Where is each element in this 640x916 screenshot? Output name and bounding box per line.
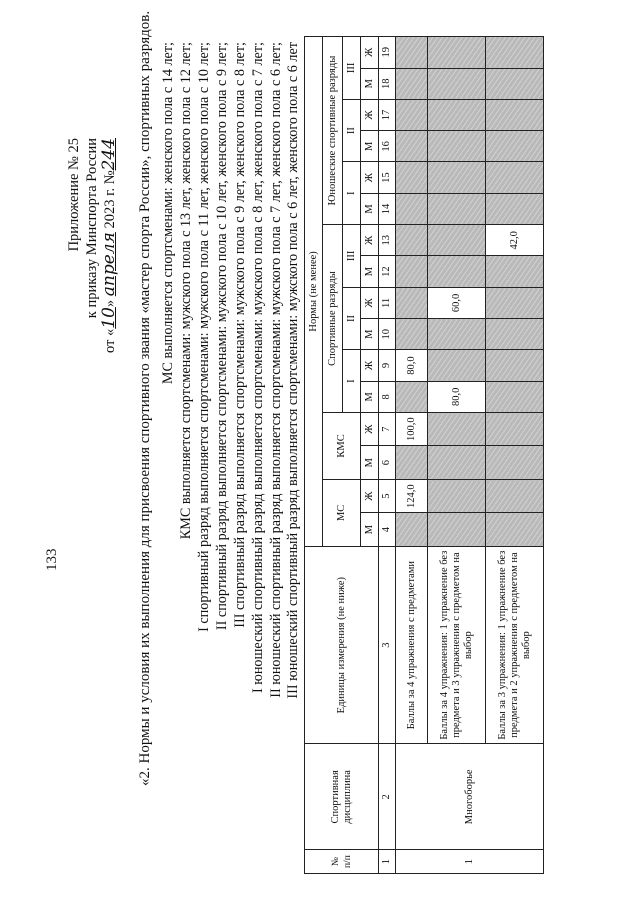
col-number: 9 [379,350,396,381]
header-ms: МС [323,479,361,546]
cell-empty [396,256,428,287]
col-number: 18 [379,68,396,99]
header-youth-1: I [343,162,361,225]
cell-empty [486,256,544,287]
cell-empty [396,162,428,193]
units-label: Баллы за 3 упражнения: 1 упражнение без предмета и 2 упражнения с предметом на выбор [486,546,544,744]
header-number: № п/п [305,850,379,874]
col-number: 8 [379,381,396,412]
appendix-number: Приложение № 25 [66,138,82,252]
header-rank-3: III [343,225,361,288]
col-number: 11 [379,287,396,318]
cell-rank2-w: 60,0 [428,287,486,318]
cell-empty [428,319,486,350]
cell-empty [428,479,486,512]
cell-rank1-m: 80,0 [428,381,486,412]
gender-w: Ж [361,479,379,512]
note-rank-3: III спортивный разряд выполняется спортсменами: мужского пола с 9 лет, женского пола с 8 лет; [232,42,248,628]
cell-empty [396,68,428,99]
col-number: 3 [379,546,396,744]
cell-empty [428,350,486,381]
cell-empty [428,513,486,546]
gender-m: М [361,68,379,99]
cell-ms-w: 124,0 [396,479,428,512]
col-number: 7 [379,412,396,445]
cell-empty [486,381,544,412]
note-youth-2: II юношеский спортивный разряд выполняется спортсменами: мужского пола с 7 лет, женского пола с 6 лет; [268,42,284,698]
gender-m: М [361,319,379,350]
header-youth-3: III [343,37,361,100]
cell-empty [486,162,544,193]
cell-empty [486,37,544,69]
cell-empty [428,193,486,224]
cell-empty [396,37,428,69]
header-youth-2: II [343,99,361,162]
col-number: 5 [379,479,396,512]
cell-empty [486,446,544,479]
gender-m: М [361,446,379,479]
cell-empty [486,287,544,318]
date-prefix: от « [102,328,118,354]
note-rank-2: II спортивный разряд выполняется спортсменами: мужского пола с 10 лет, женского пола с 9 лет; [214,42,230,631]
gender-m: М [361,381,379,412]
cell-empty [428,162,486,193]
col-number: 19 [379,37,396,69]
col-number: 16 [379,131,396,162]
col-number: 13 [379,225,396,256]
cell-empty [486,513,544,546]
col-number: 12 [379,256,396,287]
cell-empty [396,319,428,350]
row-number: 1 [396,850,544,874]
col-number: 2 [379,744,396,850]
cell-empty [428,68,486,99]
gender-w: Ж [361,412,379,445]
gender-w: Ж [361,225,379,256]
col-number: 10 [379,319,396,350]
col-number: 14 [379,193,396,224]
cell-empty [428,131,486,162]
col-number: 1 [379,850,396,874]
header-rank-2: II [343,287,361,350]
gender-m: М [361,256,379,287]
date-year: 2023 г. № [102,170,118,229]
cell-empty [396,225,428,256]
header-discipline: Спортивная дисциплина [305,744,379,850]
header-kms: КМС [323,412,361,479]
header-sport-ranks: Спортивные разряды [323,225,343,413]
appendix-order-date [101,138,119,353]
gender-m: М [361,131,379,162]
cell-empty [486,193,544,224]
discipline-name: Многоборье [396,744,544,850]
cell-empty [486,68,544,99]
appendix-order-ref: к приказу Минспорта России [84,138,100,319]
header-norms: Нормы (не менее) [305,37,323,547]
cell-empty [486,131,544,162]
gender-w: Ж [361,350,379,381]
gender-m: М [361,513,379,546]
cell-empty [428,99,486,130]
page-number: 133 [44,548,60,571]
gender-w: Ж [361,99,379,130]
cell-rank1-w: 80,0 [396,350,428,381]
note-kms: КМС выполняется спортсменами: мужского пола с 13 лет, женского пола с 12 лет; [178,42,194,540]
cell-empty [396,446,428,479]
col-number: 4 [379,513,396,546]
units-label: Баллы за 4 упражнения с предметами [396,546,428,744]
cell-kms-w: 100,0 [396,412,428,445]
cell-empty [396,99,428,130]
norms-table [304,36,544,874]
gender-w: Ж [361,37,379,69]
order-number: 244 [99,138,119,171]
header-rank-1: I [343,350,361,413]
cell-empty [428,256,486,287]
section-title: «2. Нормы и условия их выполнения для присвоения спортивного звания «мастер спорта России», спортивных разрядов. [137,10,153,786]
cell-empty [428,225,486,256]
cell-empty [396,513,428,546]
cell-empty [486,350,544,381]
cell-empty [486,99,544,130]
cell-empty [428,37,486,69]
date-month: апреля [99,232,119,297]
cell-empty [396,381,428,412]
gender-w: Ж [361,287,379,318]
header-youth-ranks: Юношеские спортивные разряды [323,37,343,225]
cell-empty [486,412,544,445]
table-row [396,37,428,874]
note-rank-1: I спортивный разряд выполняется спортсменами: мужского пола с 11 лет, женского пола с 10 лет; [196,42,212,632]
gender-m: М [361,193,379,224]
note-ms: МС выполняется спортсменами: женского пола с 14 лет; [160,42,176,385]
units-label: Баллы за 4 упражнения: 1 упражнение без предмета и 3 упражнения с предметом на выбор [428,546,486,744]
col-number: 17 [379,99,396,130]
cell-rank3-w: 42,0 [486,225,544,256]
gender-w: Ж [361,162,379,193]
cell-empty [428,412,486,445]
col-number: 15 [379,162,396,193]
date-mid: » [102,299,118,308]
cell-empty [396,131,428,162]
cell-empty [396,193,428,224]
header-units: Единицы измерения (не ниже) [305,546,379,744]
col-number: 6 [379,446,396,479]
note-youth-3: III юношеский спортивный разряд выполняется спортсменами: мужского пола с 6 лет, женского пола с 6 лет [285,42,301,699]
cell-empty [396,287,428,318]
cell-empty [486,319,544,350]
note-youth-1: I юношеский спортивный разряд выполняется спортсменами: мужского пола с 8 лет, женского пола с 7 лет; [250,42,266,694]
cell-empty [486,479,544,512]
date-day: 10 [99,307,119,329]
cell-empty [428,446,486,479]
